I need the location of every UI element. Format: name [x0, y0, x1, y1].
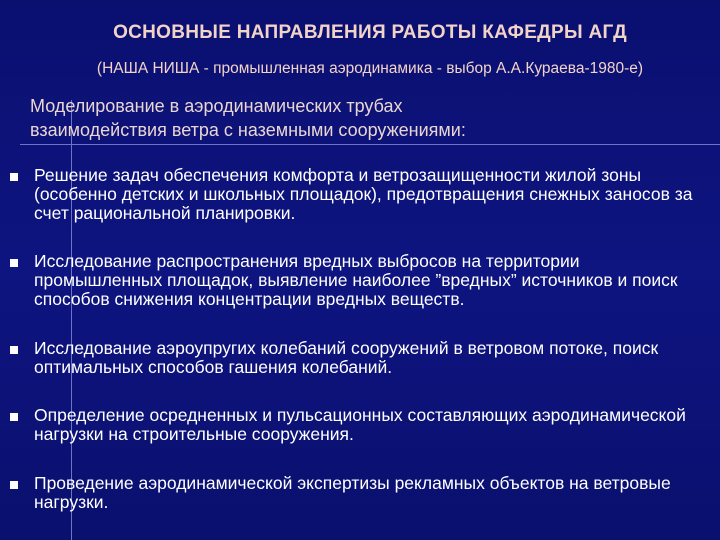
- square-bullet-icon: [10, 173, 18, 181]
- slide-subtitle: (НАША НИША - промышленная аэродинамика - выбор А.А.Кураева-1980-е): [96, 60, 644, 77]
- intro-line-2: взаимодействия ветра с наземными сооружениями:: [30, 120, 466, 140]
- square-bullet-icon: [10, 413, 18, 421]
- bullet-text: Определение осредненных и пульсационных составляющих аэродинамической нагрузки на строительные сооружения.: [34, 405, 686, 444]
- square-bullet-icon: [10, 481, 18, 489]
- square-bullet-icon: [10, 346, 18, 354]
- bullet-text: Исследование аэроупругих колебаний сооружений в ветровом потоке, поиск оптимальных способов гашения колебаний.: [34, 338, 659, 377]
- intro-text: [30, 94, 700, 142]
- square-bullet-icon: [10, 259, 18, 267]
- bullet-text: Решение задач обеспечения комфорта и ветрозащищенности жилой зоны (особенно детских и школьных площадок), предотвращения снежных заносов за счет рациональной планировки.: [34, 165, 693, 223]
- intro-line-1: Моделирование в аэродинамических трубах: [30, 96, 403, 116]
- bullet-text: Проведение аэродинамической экспертизы рекламных объектов на ветровые нагрузки.: [34, 473, 671, 512]
- slide-title: ОСНОВНЫЕ НАПРАВЛЕНИЯ РАБОТЫ КАФЕДРЫ АГД: [113, 22, 627, 43]
- bullet-text: Исследование распространения вредных выбросов на территории промышленных площадок, выявление наиболее ”вредных” источников и поиск способов снижения концентрации вредных веществ.: [34, 251, 678, 309]
- decorative-horizontal-line: [20, 144, 720, 145]
